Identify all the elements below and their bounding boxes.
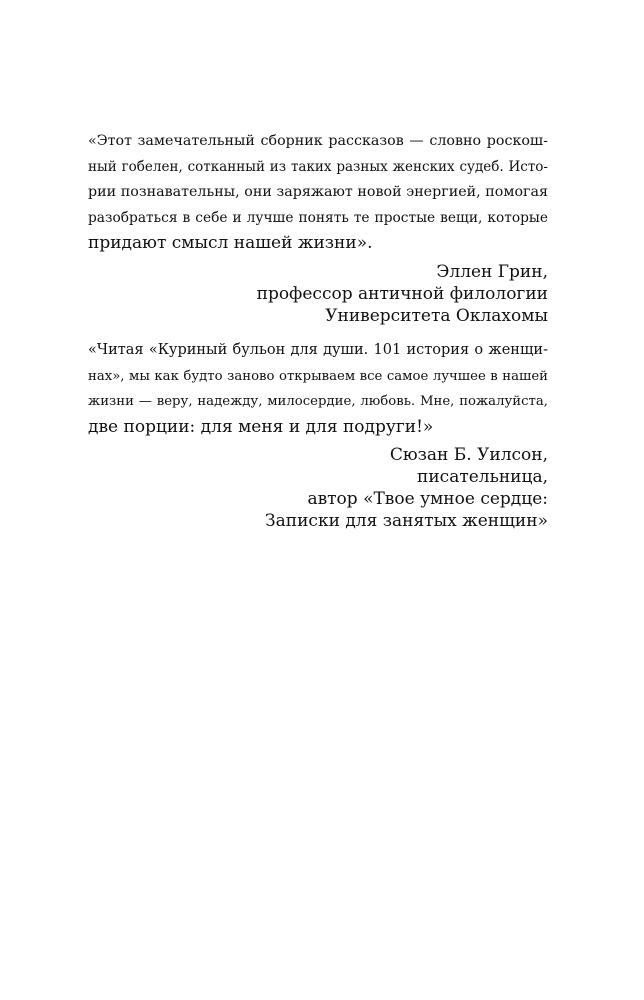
quote-line: придают смысл нашей жизни». bbox=[88, 233, 373, 253]
author-title: писательница, bbox=[417, 467, 548, 487]
quote-line: «Читая «Куриный бульон для души. 101 история о женщи- bbox=[88, 342, 548, 358]
author-name: Эллен Грин, bbox=[436, 261, 548, 282]
author-book: автор «Твое умное сердце: bbox=[307, 489, 548, 509]
quote-text bbox=[88, 338, 548, 440]
author-book: Записки для занятых женщин» bbox=[265, 511, 548, 531]
quote-attribution bbox=[88, 261, 548, 327]
quote-text bbox=[88, 129, 548, 257]
quote-line: ный гобелен, сотканный из таких разных женских судеб. Исто- bbox=[88, 158, 548, 175]
testimonial-quote-2 bbox=[88, 338, 548, 532]
quote-line: разобраться в себе и лучше понять те простые вещи, которые bbox=[88, 209, 548, 226]
quote-line: жизни — веру, надежду, милосердие, любовь. Мне, пожалуйста, bbox=[88, 394, 548, 409]
quote-line: «Этот замечательный сборник рассказов — словно роскош- bbox=[88, 133, 548, 149]
author-affiliation: Университета Оклахомы bbox=[325, 305, 548, 326]
quote-attribution bbox=[88, 444, 548, 532]
author-name: Сюзан Б. Уилсон, bbox=[389, 445, 548, 465]
quote-line: рии познавательны, они заряжают новой энергией, помогая bbox=[88, 184, 548, 200]
testimonial-quote-1 bbox=[88, 129, 548, 327]
author-title: профессор античной филологии bbox=[256, 283, 548, 304]
quote-line: нах», мы как будто заново открываем все самое лучшее в нашей bbox=[88, 368, 548, 384]
quote-line: две порции: для меня и для подруги!» bbox=[88, 416, 434, 437]
